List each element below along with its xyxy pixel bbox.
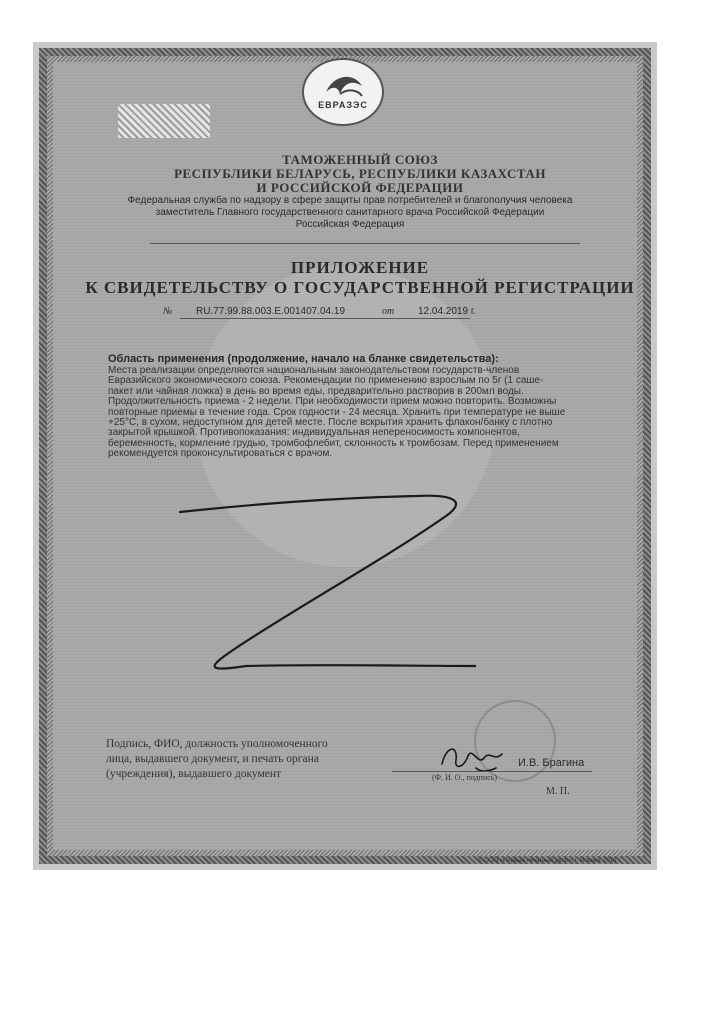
handwritten-signature <box>436 738 516 778</box>
usage-line: Евразийского экономического союза. Рекомендации по применению взрослым по 5г (1 саше- <box>108 375 544 387</box>
caption-line: лица, выдавшего документ, и печать органа <box>106 753 319 765</box>
signature-block-caption <box>106 737 378 782</box>
title-line-1: ПРИЛОЖЕНИЕ <box>290 258 430 277</box>
fio-caption: (Ф. И. О., подпись) <box>432 773 498 782</box>
caption-line: Подпись, ФИО, должность уполномоченного <box>106 738 328 750</box>
service-line-3: Российская Федерация <box>295 219 405 230</box>
eagle-icon <box>304 60 382 124</box>
usage-line: пакет или чайная ложка) в день во время еды, предварительно растворив в 200мл воды. <box>108 385 524 397</box>
usage-line: Продолжительность приема - 2 недели. При необходимости прием можно повторить. Возможны <box>108 396 557 408</box>
stamp-label: М. П. <box>546 786 570 797</box>
usage-line: Места реализации определяются национальным законодательством государств-членов <box>108 365 520 376</box>
printer-note: © ООО «Первый печатный двор», г. Москва, 2019 г. <box>478 858 622 864</box>
union-line-3: И РОССИЙСКОЙ ФЕДЕРАЦИИ <box>256 180 464 195</box>
reg-from-label: от <box>382 306 395 317</box>
union-line-2: РЕСПУБЛИКИ БЕЛАРУСЬ, РЕСПУБЛИКИ КАЗАХСТАН <box>174 166 546 181</box>
security-hologram <box>118 104 210 138</box>
logo-text: ЕВРАЗЭС <box>318 100 368 110</box>
caption-line: (учреждения), выдавшего документ <box>106 768 282 780</box>
reg-number: RU.77.99.88.003.Е.001407.04.19 <box>196 306 346 317</box>
service-line-1: Федеральная служба по надзору в сфере защиты прав потребителей и благополучия человека <box>127 195 573 206</box>
union-line-1: ТАМОЖЕННЫЙ СОЮЗ <box>282 152 438 167</box>
usage-line: закрытой крышкой. Противопоказания: индивидуальная непереносимость компонентов, <box>108 427 520 439</box>
reg-date: 12.04.2019 г. <box>418 306 477 317</box>
title-line-2: К СВИДЕТЕЛЬСТВУ О ГОСУДАРСТВЕННОЙ РЕГИСТРАЦИИ <box>85 278 635 297</box>
reg-number-prefix: № <box>163 306 173 317</box>
usage-line: беременность, кормление грудью, тромбофлебит, склонность к тромбозам. Перед применением <box>108 437 559 449</box>
signer-name: И.В. Брагина <box>518 757 585 769</box>
usage-text <box>108 366 594 460</box>
usage-line: рекомендуется проконсультироваться с врачом. <box>108 448 333 460</box>
reg-underline <box>180 318 470 319</box>
service-line-2: заместитель Главного государственного санитарного врача Российской Федерации <box>155 207 545 218</box>
divider <box>150 243 580 244</box>
eurasec-logo <box>302 58 384 126</box>
section-heading: Область применения (продолжение, начало на бланке свидетельства): <box>108 353 499 365</box>
signature-line <box>392 771 592 772</box>
usage-line: повторные приемы в течение года. Срок годности - 24 месяца. Хранить при температуре не выше <box>108 406 566 418</box>
usage-line: +25°C, в сухом, недоступном для детей месте. После вскрытия хранить флакон/банку с плотно <box>108 417 553 429</box>
z-cancel-mark <box>176 488 476 678</box>
